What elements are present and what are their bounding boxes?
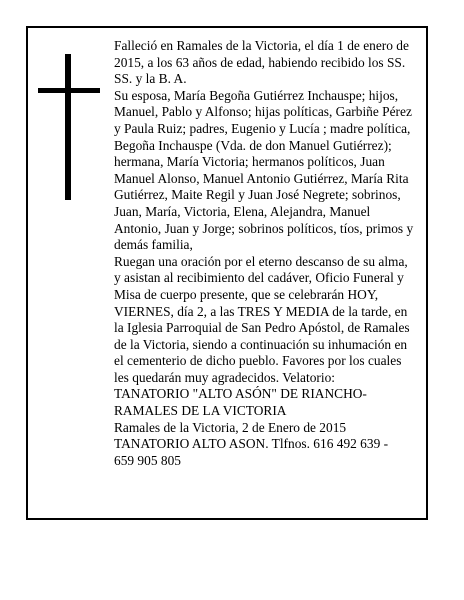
notice-line: demás familia, bbox=[114, 237, 193, 253]
notice-line: Ruegan una oración por el eterno descanso de su alma, bbox=[114, 253, 408, 269]
notice-line: Misa de cuerpo presente, que se celebrarán HOY, bbox=[114, 286, 379, 302]
notice-line: 659 905 805 bbox=[114, 452, 181, 468]
notice-line: Falleció en Ramales de la Victoria, el día 1 de enero de bbox=[114, 38, 409, 53]
notice-line: Ramales de la Victoria, 2 de Enero de 2015 bbox=[114, 419, 347, 435]
notice-line: RAMALES DE LA VICTORIA bbox=[114, 403, 287, 419]
notice-line: Manuel Alonso, Manuel Antonio Gutiérrez, María Rita bbox=[114, 170, 409, 186]
latin-cross-icon bbox=[38, 54, 100, 200]
notice-line: TANATORIO ALTO ASON. Tlfnos. 616 492 639 - bbox=[114, 436, 389, 452]
notice-line: Manuel, Pablo y Alfonso; hijas políticas, Garbiñe Pérez bbox=[114, 104, 412, 120]
notice-line: el cementerio de dicho pueblo. Favores por los cuales bbox=[114, 353, 402, 369]
notice-line: VIERNES, día 2, a las TRES Y MEDIA de la tarde, en bbox=[114, 303, 408, 319]
obituary-text bbox=[114, 38, 424, 469]
notice-line: Su esposa, María Begoña Gutiérrez Inchauspe; hijos, bbox=[114, 87, 399, 103]
notice-line: Gutiérrez, Maite Regil y Juan José Negrete; sobrinos, bbox=[114, 187, 401, 203]
notice-line: la Iglesia Parroquial de San Pedro Apóstol, de Ramales bbox=[114, 320, 410, 336]
notice-line: Juan, María, Victoria, Elena, Alejandra, Manuel bbox=[114, 203, 371, 219]
notice-line: Antonio, Juan y Jorge; sobrinos políticos, tíos, primos y bbox=[114, 220, 414, 236]
obituary-notice bbox=[26, 26, 428, 520]
notice-line: TANATORIO "ALTO ASÓN" DE RIANCHO- bbox=[114, 386, 367, 402]
notice-line: 2015, a los 63 años de edad, habiendo recibido los SS. bbox=[114, 54, 406, 70]
notice-line: y asistan al recibimiento del cadáver, Oficio Funeral y bbox=[114, 270, 404, 286]
notice-line: de la Victoria, siendo a continuación su inhumación en bbox=[114, 336, 408, 352]
notice-line: SS. y la B. A. bbox=[114, 71, 187, 87]
notice-line: hermana, María Victoria; hermanos políticos, Juan bbox=[114, 154, 385, 170]
notice-line: y Paula Ruiz; padres, Eugenio y Lucía ; madre política, bbox=[114, 120, 411, 136]
notice-line: les quedarán muy agradecidos. Velatorio: bbox=[114, 369, 335, 385]
notice-line: Begoña Inchauspe (Vda. de don Manuel Gutiérrez); bbox=[114, 137, 392, 153]
